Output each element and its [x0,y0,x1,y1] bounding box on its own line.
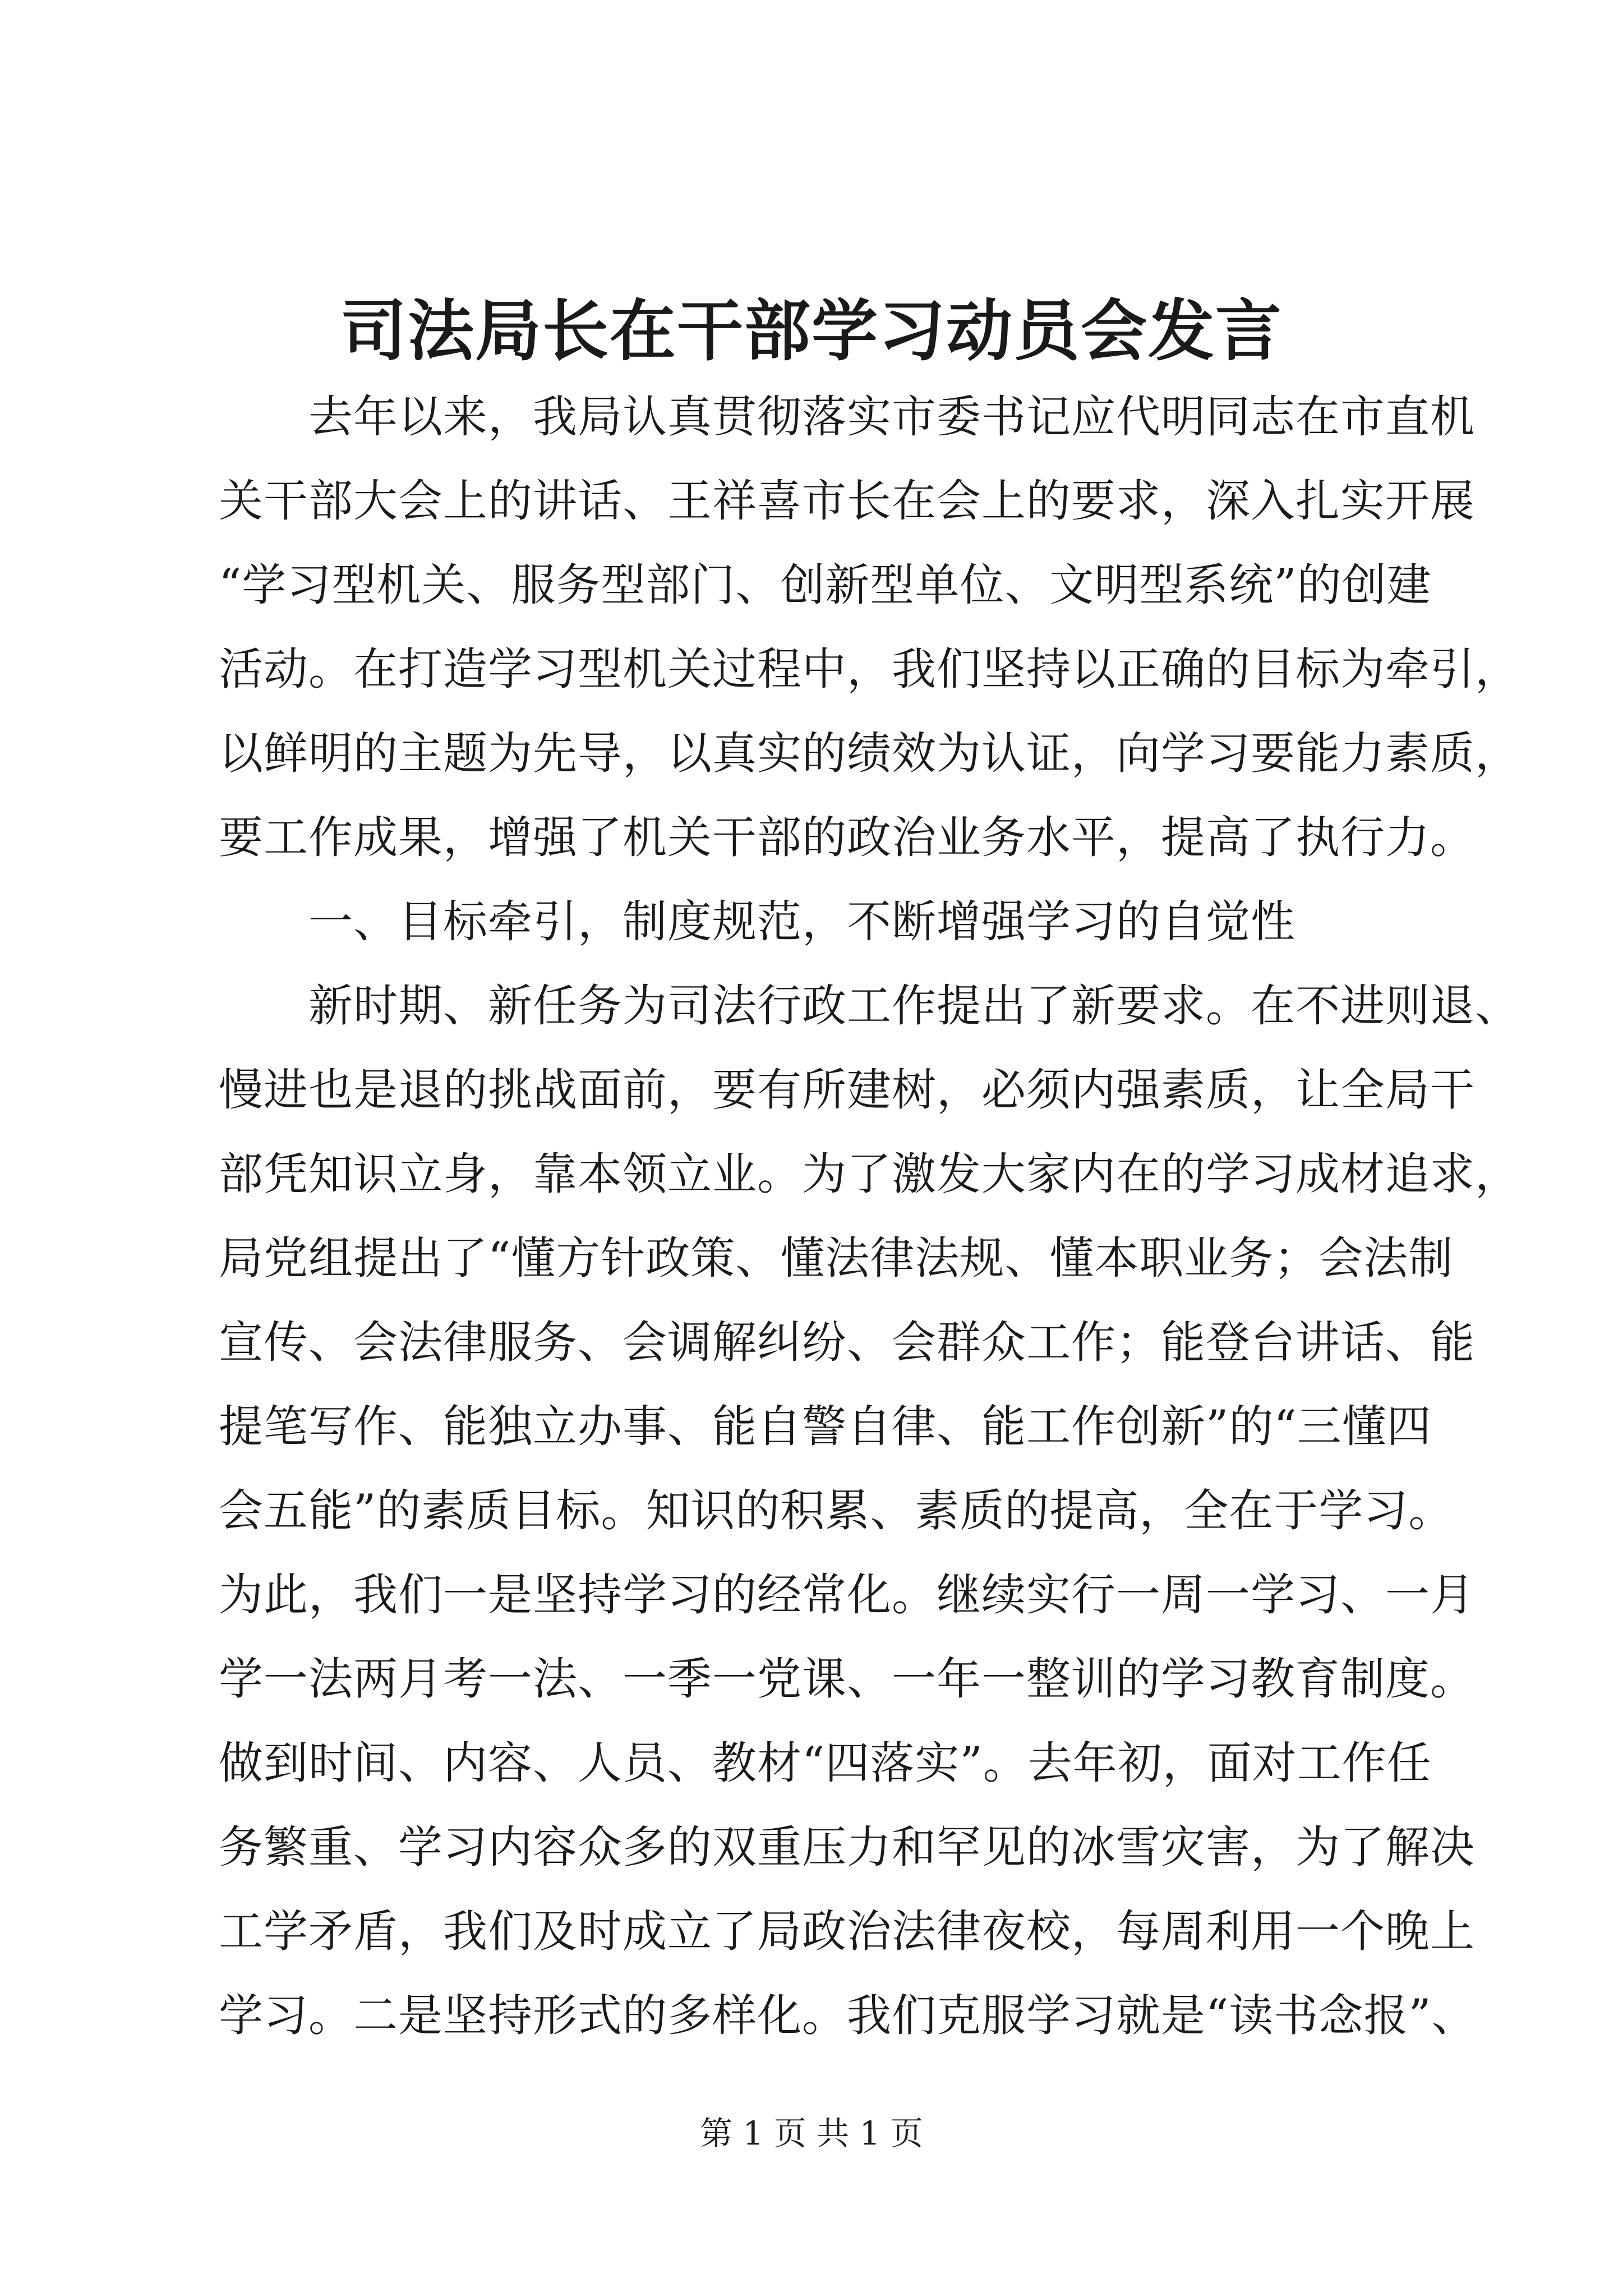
document-body [219,375,1520,2058]
body-line: 以鲜明的主题为先导，以真实的绩效为认证，向学习要能力素质， [219,728,1520,779]
body-line: 慢进也是退的挑战面前，要有所建树，必须内强素质，让全局干 [219,1064,1475,1116]
section-heading: 一、目标牵引，制度规范，不断增强学习的自觉性 [308,896,1295,947]
body-line: 去年以来，我局认真贯彻落实市委书记应代明同志在市直机 [308,391,1475,443]
page-footer: 第 1 页 共 1 页 [700,2114,923,2152]
body-line: 要工作成果，增强了机关干部的政治业务水平，提高了执行力。 [219,812,1475,863]
body-line: 活动。在打造学习型机关过程中，我们坚持以正确的目标为牵引， [219,643,1520,695]
body-line: 提笔写作、能独立办事、能自警自律、能工作创新”的“三懂四 [219,1401,1432,1452]
body-line: 做到时间、内容、人员、教材“四落实”。去年初，面对工作任 [219,1737,1432,1789]
body-line: 学一法两月考一法、一季一党课、一年一整训的学习教育制度。 [219,1653,1475,1705]
body-line: 新时期、新任务为司法行政工作提出了新要求。在不进则退、 [308,980,1520,1032]
body-line: 为此，我们一是坚持学习的经常化。继续实行一周一学习、一月 [219,1569,1475,1621]
body-line: 学习。二是坚持形式的多样化。我们克服学习就是“读书念报”、 [219,1990,1477,2041]
body-line: 宣传、会法律服务、会调解纠纷、会群众工作；能登台讲话、能 [219,1317,1475,1368]
document-title: 司法局长在干部学习动员会发言 [340,292,1283,370]
body-line: 部凭知识立身，靠本领立业。为了激发大家内在的学习成材追求， [219,1148,1520,1200]
body-line: 关干部大会上的讲话、王祥喜市长在会上的要求，深入扎实开展 [219,475,1475,527]
body-line: 工学矛盾，我们及时成立了局政治法律夜校，每周利用一个晚上 [219,1906,1475,1957]
body-line: 务繁重、学习内容众多的双重压力和罕见的冰雪灾害，为了解决 [219,1821,1475,1873]
body-line: “学习型机关、服务型部门、创新型单位、文明型系统”的创建 [219,559,1432,611]
body-line: 局党组提出了“懂方针政策、懂法律法规、懂本职业务；会法制 [219,1232,1454,1284]
body-line: 会五能”的素质目标。知识的积累、素质的提高，全在于学习。 [219,1485,1454,1536]
